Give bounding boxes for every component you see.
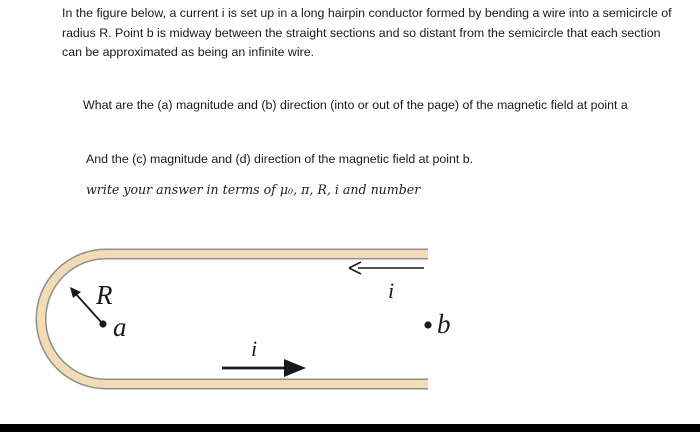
- answer-hint: write your answer in terms of μ₀, π, R, i and number: [86, 182, 421, 197]
- point-a-label: a: [113, 312, 127, 342]
- current-label-bottom: i: [251, 336, 258, 361]
- current-arrow-bottom: [222, 359, 306, 377]
- current-label-top: i: [388, 278, 395, 303]
- point-a-dot: [99, 320, 106, 327]
- point-b-label: b: [437, 309, 451, 339]
- point-b-dot: [424, 321, 431, 328]
- radius-label: R: [96, 280, 113, 310]
- problem-intro: In the figure below, a current i is set up in a long hairpin conductor formed by bending a wire into a semicircle of radius R. Point b is midway between the straight sections and so distant from the semicircle that each section can be approximated as being an infinite wire.: [62, 6, 672, 60]
- hairpin-figure: [0, 240, 700, 424]
- question-c-d: And the (c) magnitude and (d) direction of the magnetic field at point b.: [86, 152, 474, 166]
- question-a-b: What are the (a) magnitude and (b) direction (into or out of the page) of the magnetic field at point a: [83, 98, 628, 112]
- current-arrow-top: [349, 262, 424, 274]
- bottom-border: [0, 424, 700, 432]
